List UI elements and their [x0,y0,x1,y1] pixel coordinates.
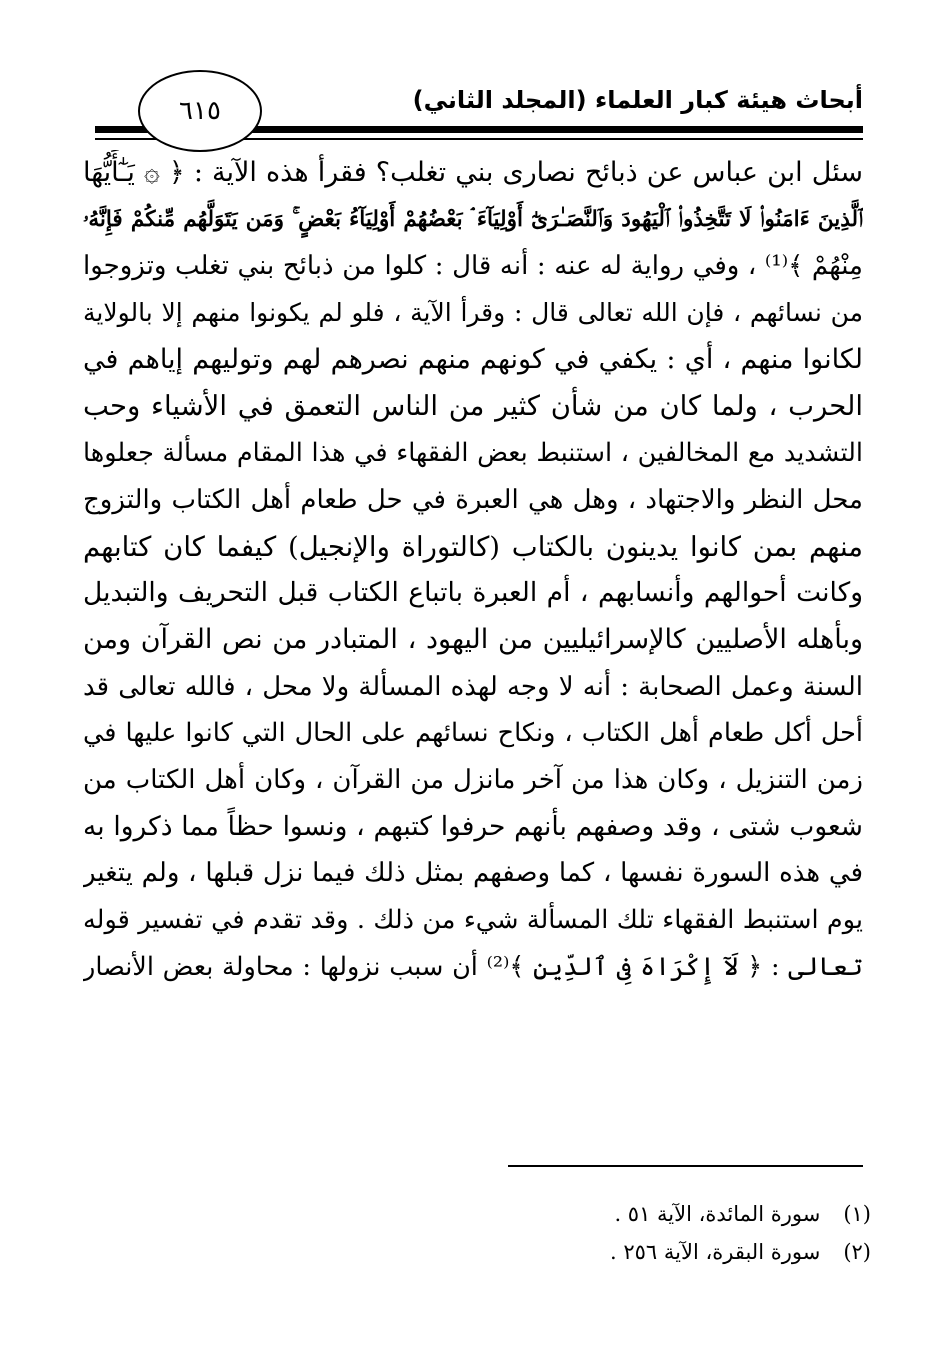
body-line: وكانت أحوالهم وأنسابهم ، أم العبرة باتباع الكتاب قبل التحريف والتبديل [83,577,863,609]
footnote-item [271,1233,871,1271]
running-title: أبحاث هيئة كبار العلماء (المجلد الثاني) [412,86,863,114]
body-line: منهم بمن كانوا يدينون بالكتاب (كالتوراة والإنجيل) كيفما كان كتابهم [83,530,863,563]
body-line: في هذه السورة نفسها ، كما وصفهم بمثل ذلك فيما نزل قبلها ، ولم يتغير [83,858,863,889]
body-line: تعالى : ﴿ لَآ إِكْرَاهَ فِى ٱلدِّينِ ﴾⁽²⁾ أن سبب نزولها : محاولة بعض الأنصار [83,951,863,982]
body-line: التشديد مع المخالفين ، استنبط بعض الفقهاء في هذا المقام مسألة جعلوها [83,438,863,469]
body-line: شعوب شتى ، وقد وصفهم بأنهم حرفوا كتبهم ، ونسوا حظاً مما ذكروا به [83,810,863,842]
body-line: سئل ابن عباس عن ذبائح نصارى بني تغلب؟ فقرأ هذه الآية : ﴿ ۞ يَـٰٓأَيُّهَا [83,157,863,188]
body-line: من نسائهم ، فإن الله تعالى قال : وقرأ الآية ، فلو لم يكونوا منهم إلا بالولاية [83,298,863,328]
page-number-oval: ٦١٥ [138,70,262,152]
body-line: يوم استنبط الفقهاء تلك المسألة شيء من ذلك . وقد تقدم في تفسير قوله [83,905,863,935]
body-line: وبأهله الأصليين كالإسرائيليين من اليهود ، المتبادر من نص القرآن ومن [83,623,863,655]
page-header [0,0,943,160]
footnotes [271,1195,871,1271]
footnote-text: سورة البقرة، الآية ٢٥٦ . [610,1240,821,1264]
body-line: لكانوا منهم ، أي : يكفي في كونهم منهم نصرهم لهم وتوليهم إياهم في [83,343,863,375]
footnote-text: سورة المائدة، الآية ٥١ . [614,1202,821,1226]
footnote-separator [508,1165,863,1167]
body-line: زمن التنزيل ، وكان هذا من آخر مانزل من القرآن ، وكان أهل الكتاب من [83,764,863,795]
body-line-quran: ٱلَّذِينَ ءَامَنُوا۟ لَا تَتَّخِذُوا۟ ٱلْيَهُودَ وَٱلنَّصَـٰرَىٰٓ أَوْلِيَآءَ ۘ بَعْضُهُمْ أَوْلِيَآءُ بَعْضٍ ۚ وَمَن يَتَوَلَّهُم مِّنكُمْ فَإِنَّهُۥ [83,206,863,232]
body-line: أحل أكل طعام أهل الكتاب ، ونكاح نسائهم على الحال التي كانوا عليها في [83,718,863,749]
footnote-item [271,1195,871,1233]
body-line: السنة وعمل الصحابة : أنه لا وجه لهذه المسألة ولا محل ، فالله تعالى قد [83,671,863,702]
footnote-number: (١) [843,1202,871,1226]
footnote-number: (٢) [843,1240,871,1264]
body-line: الحرب ، ولما كان من شأن كثير من الناس التعمق في الأشياء وحب [83,390,863,423]
body-line: مِنْهُمْ ﴾⁽¹⁾ ، وفي رواية له عنه : أنه قال : كلوا من ذبائح بني تغلب وتزوجوا [83,251,863,282]
body-text [83,150,863,990]
body-line: محل النظر والاجتهاد ، وهل هي العبرة في حل طعام أهل الكتاب والتزوج [83,484,863,515]
